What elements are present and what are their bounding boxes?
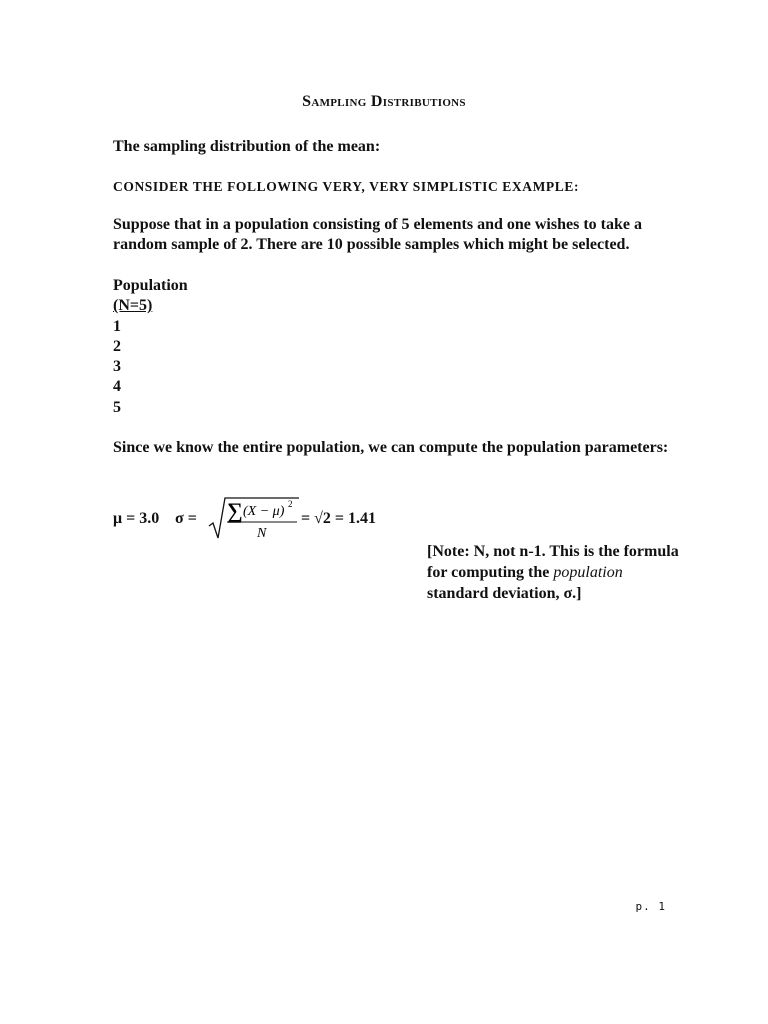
note-text-start: [Note: N, not n-1. This is the formula for computing the [427,543,679,581]
population-list [113,276,188,418]
note-emphasis: population [553,564,623,581]
formula-denominator: N [257,526,267,541]
population-value: 5 [113,398,121,416]
formula-exponent: 2 [288,499,293,509]
formula-note [427,541,687,604]
intro-paragraph: Suppose that in a population consisting of 5 elements and one wishes to take a random sample of 2. There are 10 possible samples which might be selected. [113,216,642,253]
sigma-label: σ = [175,510,197,527]
page-number: p. 1 [635,900,666,913]
population-value: 2 [113,337,121,355]
page-title: Sampling Distributions [302,93,466,110]
population-size-label: (N=5) [113,297,153,315]
summation-icon: ∑ [227,498,243,523]
section-subtitle: The sampling distribution of the mean: [113,138,381,155]
note-text-end: standard deviation, σ.] [427,585,582,602]
population-value: 4 [113,378,121,396]
sigma-result: = √2 = 1.41 [301,510,377,527]
population-value: 3 [113,358,121,376]
example-heading: CONSIDER THE FOLLOWING VERY, VERY SIMPLISTIC EXAMPLE: [113,179,580,194]
population-label: Population [113,277,188,294]
sigma-formula [207,496,299,542]
mu-value: μ = 3.0 [113,510,160,527]
population-value: 1 [113,317,121,335]
parameters-paragraph: Since we know the entire population, we can compute the population parameters: [113,439,669,456]
formula-numerator: (X − μ) [243,504,285,519]
